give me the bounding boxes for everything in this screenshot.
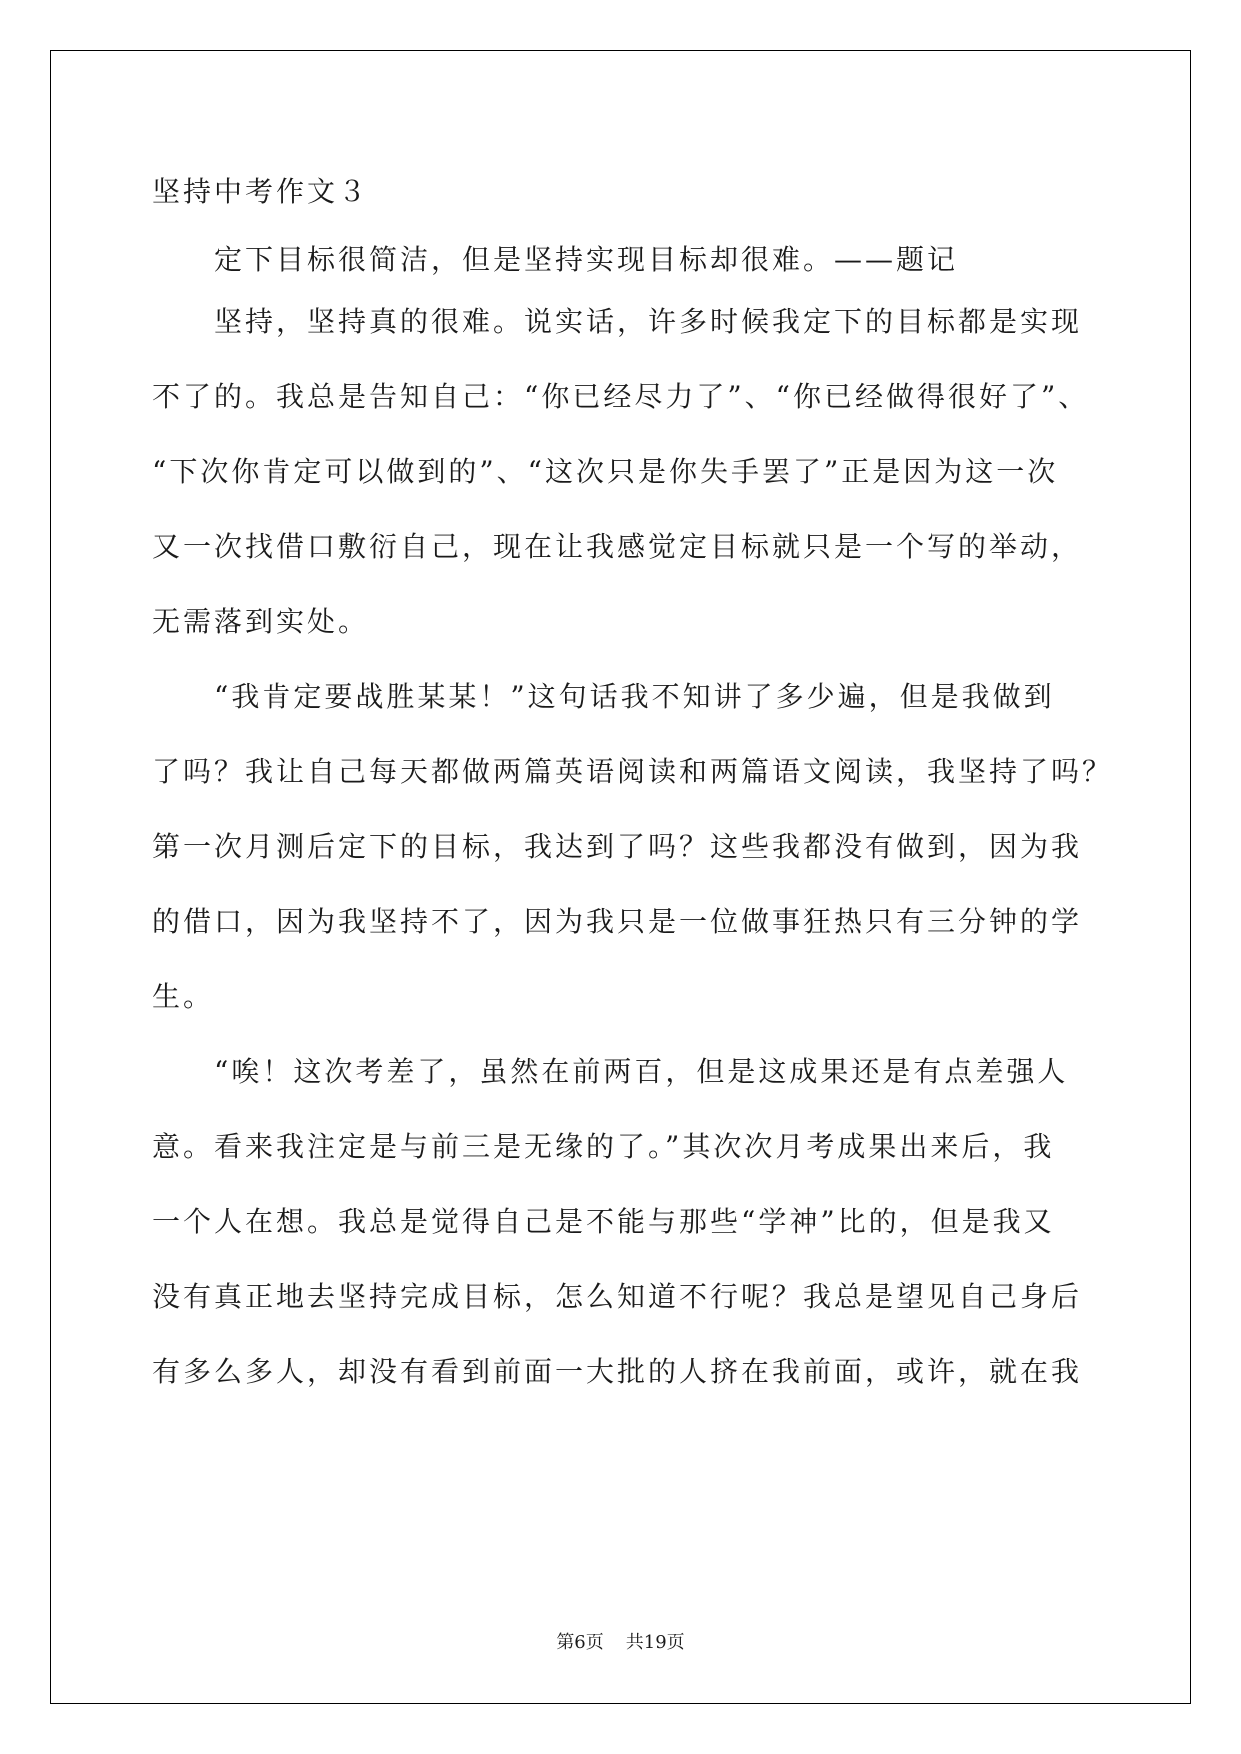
text-line: 无需落到实处。 [152, 605, 370, 638]
text-line: “唉！这次考差了，虽然在前两百，但是这成果还是有点差强人 [214, 1055, 1069, 1088]
text-line: 坚持，坚持真的很难。说实话，许多时候我定下的目标都是实现 [214, 305, 1083, 338]
text-line: 第一次月测后定下的目标，我达到了吗？这些我都没有做到，因为我 [152, 830, 1083, 863]
paragraph-4 [152, 1034, 1092, 1409]
page-number: 第6页 [556, 1632, 604, 1653]
document-title: 坚持中考作文３ [152, 175, 370, 208]
text-line: 定下目标很简洁，但是坚持实现目标却很难。——题记 [214, 243, 959, 276]
text-line: 又一次找借口敷衍自己，现在让我感觉定目标就只是一个写的举动， [152, 530, 1083, 563]
text-line: 生。 [152, 980, 215, 1013]
paragraph-2 [152, 284, 1092, 659]
text-line: “我肯定要战胜某某！”这句话我不知讲了多少遍，但是我做到 [214, 680, 1055, 713]
text-line: “下次你肯定可以做到的”、“这次只是你失手罢了”正是因为这一次 [152, 455, 1059, 488]
text-line: 有多么多人，却没有看到前面一大批的人挤在我前面，或许，就在我 [152, 1355, 1083, 1388]
text-line: 了吗？我让自己每天都做两篇英语阅读和两篇语文阅读，我坚持了吗？ [152, 755, 1114, 788]
text-line: 没有真正地去坚持完成目标，怎么知道不行呢？我总是望见自己身后 [152, 1280, 1083, 1313]
text-line: 的借口，因为我坚持不了，因为我只是一位做事狂热只有三分钟的学 [152, 905, 1083, 938]
text-line: 不了的。我总是告知自己：“你已经尽力了”、“你已经做得很好了”、 [152, 380, 1090, 413]
page-total: 共19页 [625, 1632, 685, 1653]
text-line: 意。看来我注定是与前三是无缘的了。”其次次月考成果出来后，我 [152, 1130, 1055, 1163]
paragraph-3 [152, 659, 1114, 1034]
text-line: 一个人在想。我总是觉得自己是不能与那些“学神”比的，但是我又 [152, 1205, 1055, 1238]
page-footer [0, 1628, 1241, 1654]
